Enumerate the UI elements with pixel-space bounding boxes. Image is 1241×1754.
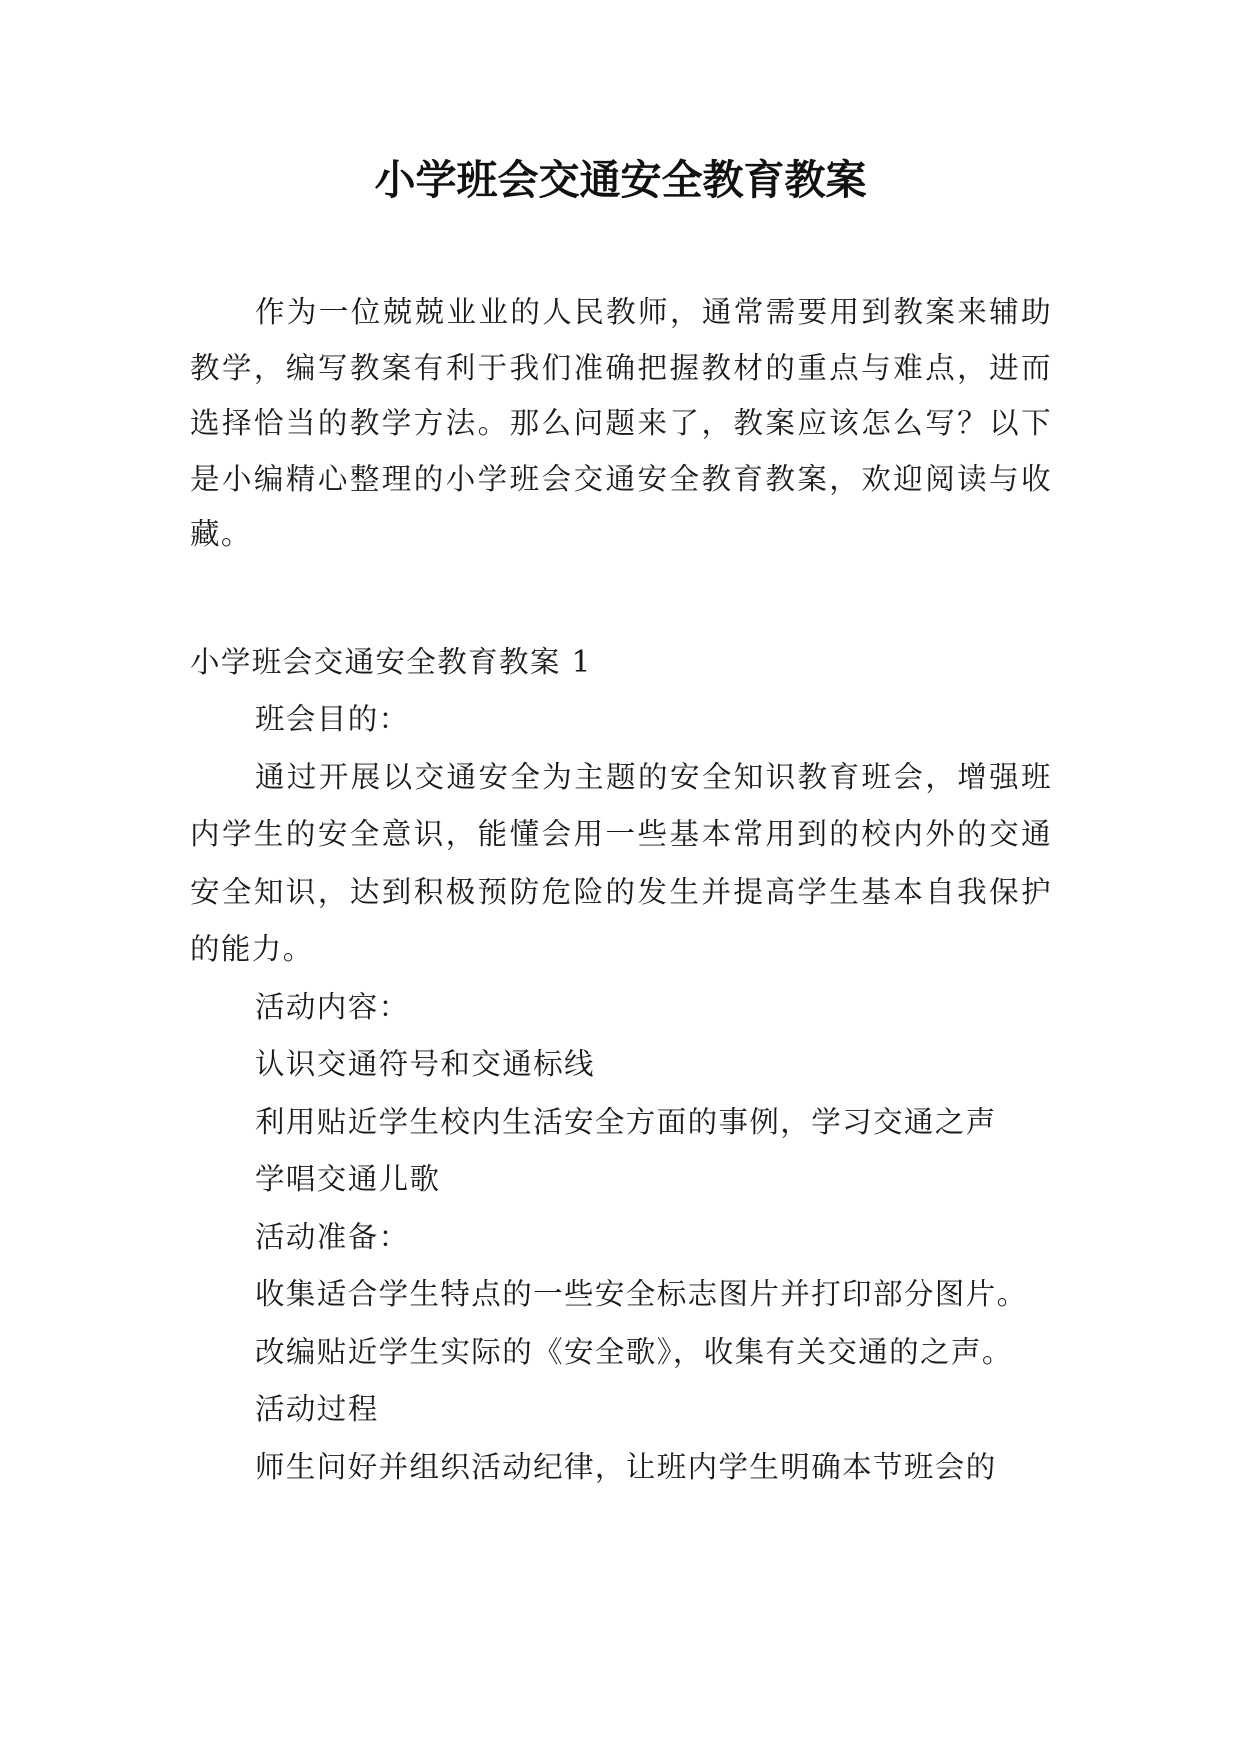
intro-paragraph: 作为一位兢兢业业的人民教师，通常需要用到教案来辅助教学，编写教案有利于我们准确把握教材的重点与难点，进而选择恰当的教学方法。那么问题来了，教案应该怎么写？以下是小编精心整理的小学班会交通安全教育教案，欢迎阅读与收藏。	[190, 295, 1052, 551]
paragraph-content-item: 学唱交通儿歌	[255, 1162, 441, 1196]
section-body	[190, 691, 1052, 1496]
paragraph-process-label: 活动过程	[255, 1392, 379, 1426]
paragraph-preparation-item: 收集适合学生特点的一些安全标志图片并打印部分图片。	[255, 1277, 1028, 1311]
paragraph-content-label: 活动内容：	[255, 989, 410, 1024]
paragraph-process-text: 师生问好并组织活动纪律，让班内学生明确本节班会的	[255, 1449, 997, 1484]
paragraph-preparation-item: 改编贴近学生实际的《安全歌》，收集有关交通的之声。	[255, 1334, 1013, 1369]
paragraph-preparation-label: 活动准备：	[255, 1219, 410, 1254]
paragraph-goal-text: 通过开展以交通安全为主题的安全知识教育班会，增强班内学生的安全意识，能懂会用一些基本常用到的校内外的交通安全知识，达到积极预防危险的发生并提高学生基本自我保护的能力。	[190, 759, 1052, 966]
paragraph-content-item: 利用贴近学生校内生活安全方面的事例，学习交通之声	[255, 1104, 997, 1139]
section-heading: 小学班会交通安全教育教案 1	[190, 645, 592, 679]
paragraph-content-item: 认识交通符号和交通标线	[255, 1047, 595, 1081]
document-title: 小学班会交通安全教育教案	[374, 156, 867, 204]
paragraph-goal-label: 班会目的：	[255, 702, 410, 736]
